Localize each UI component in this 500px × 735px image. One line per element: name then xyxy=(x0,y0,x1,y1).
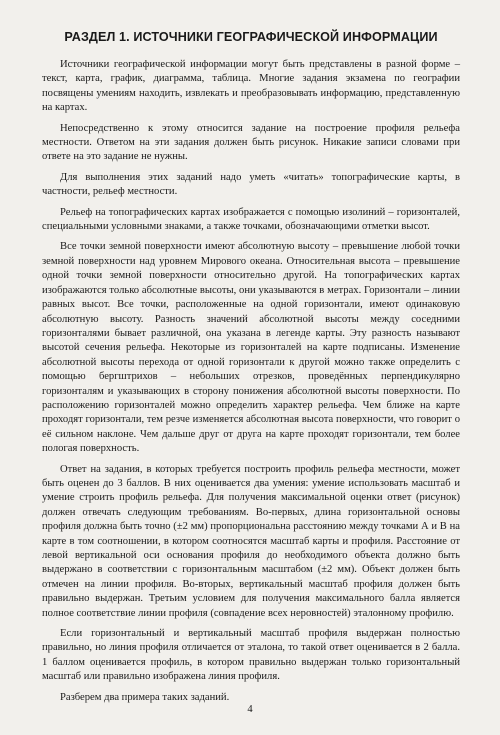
paragraph-8: Разберем два примера таких заданий. xyxy=(60,691,230,703)
paragraph-7: Если горизонтальный и вертикальный масштаб профиля выдержан полностью правильно, но линия профиля отличается от эталона, то такой ответ оценивается в 2 балла. 1 баллом оценивается профиль, в котором правильно выдержан только горизонтальный масштаб или правильно изображена линия профиля. xyxy=(42,628,460,683)
section-heading: РАЗДЕЛ 1. ИСТОЧНИКИ ГЕОГРАФИЧЕСКОЙ ИНФОРМАЦИИ xyxy=(64,30,438,44)
paragraph-5: Все точки земной поверхности имеют абсолютную высоту – превышение любой точки земной поверхности над уровнем Мирового океана. Относительная высота – превышение одной точки земной поверхности относительно другой. На топографических картах изображаются только абсолютные высоты, они указываются в метрах. Горизонтали – линии равных высот. Все точки, расположенные на одной горизонтали, имеют одинаковую абсолютную высоту. Разность значений абсолютной высоты между соседними горизонталями бывает различной, она указана в легенде карты. Эту разность называют высотой сечения рельефа. Некоторые из горизонталей на карте подписаны. Изменение абсолютной высоты перехода от одной горизонтали к другой можно также определить с помощью бергштрихов – небольших отрезков, проведённых перпендикулярно горизонталям и указывающих в сторону понижения абсолютной высоты поверхности. По расположению горизонталей можно определить характер рельефа. Чем ближе на карте проходят горизонтали, тем резче изменяется абсолютная высота поверхности, что говорит о её сильном наклоне. Чем дальше друг от друга на карте проходят горизонтали, тем более пологая поверхность. xyxy=(42,241,460,455)
paragraph-4: Рельеф на топографических картах изображается с помощью изолиний – горизонталей, специальными условными знаками, а также точками, обозначающими отметки высот. xyxy=(42,206,460,233)
page-number: 4 xyxy=(247,704,253,715)
paragraph-2: Непосредственно к этому относится задание на построение профиля рельефа местности. Ответом на эти задания должен быть рисунок. Никакие записи словами при ответе на это задание не нужны. xyxy=(42,122,460,163)
paragraph-6: Ответ на задания, в которых требуется построить профиль рельефа местности, может быть оценен до 3 баллов. В них оценивается два умения: умение использовать масштаб и умение строить профиль рельефа. Для получения максимальной оценки ответ (рисунок) должен отвечать следующим требованиям. Во-первых, длина горизонтальной основы профиля должна быть точно (±2 мм) пропорциональна расстоянию между точками А и В на карте в том соотношении, в котором соотносятся масштаб карты и профиля. Расстояние от левой вертикальной оси основания профиля до необходимого объекта должно быть выдержано в соответствии с горизонтальным масштабом (±2 мм). Объект должен быть отмечен на линии профиля. Во-вторых, вертикальный масштаб профиля должен быть правильно выдержан. Третьим условием для получения максимального балла является полное соответствие линии профиля (совпадение всех неровностей) эталонному профилю. xyxy=(42,463,460,619)
paragraph-1: Источники географической информации могут быть представлены в разной форме – текст, карта, график, диаграмма, таблица. Многие задания экзамена по географии посвящены умениям находить, извлекать и преобразовывать информацию, представленную на картах. xyxy=(42,59,460,114)
body-text xyxy=(42,58,460,705)
paragraph-3: Для выполнения этих заданий надо уметь «читать» топографические карты, в частности, рельеф местности. xyxy=(42,171,460,198)
